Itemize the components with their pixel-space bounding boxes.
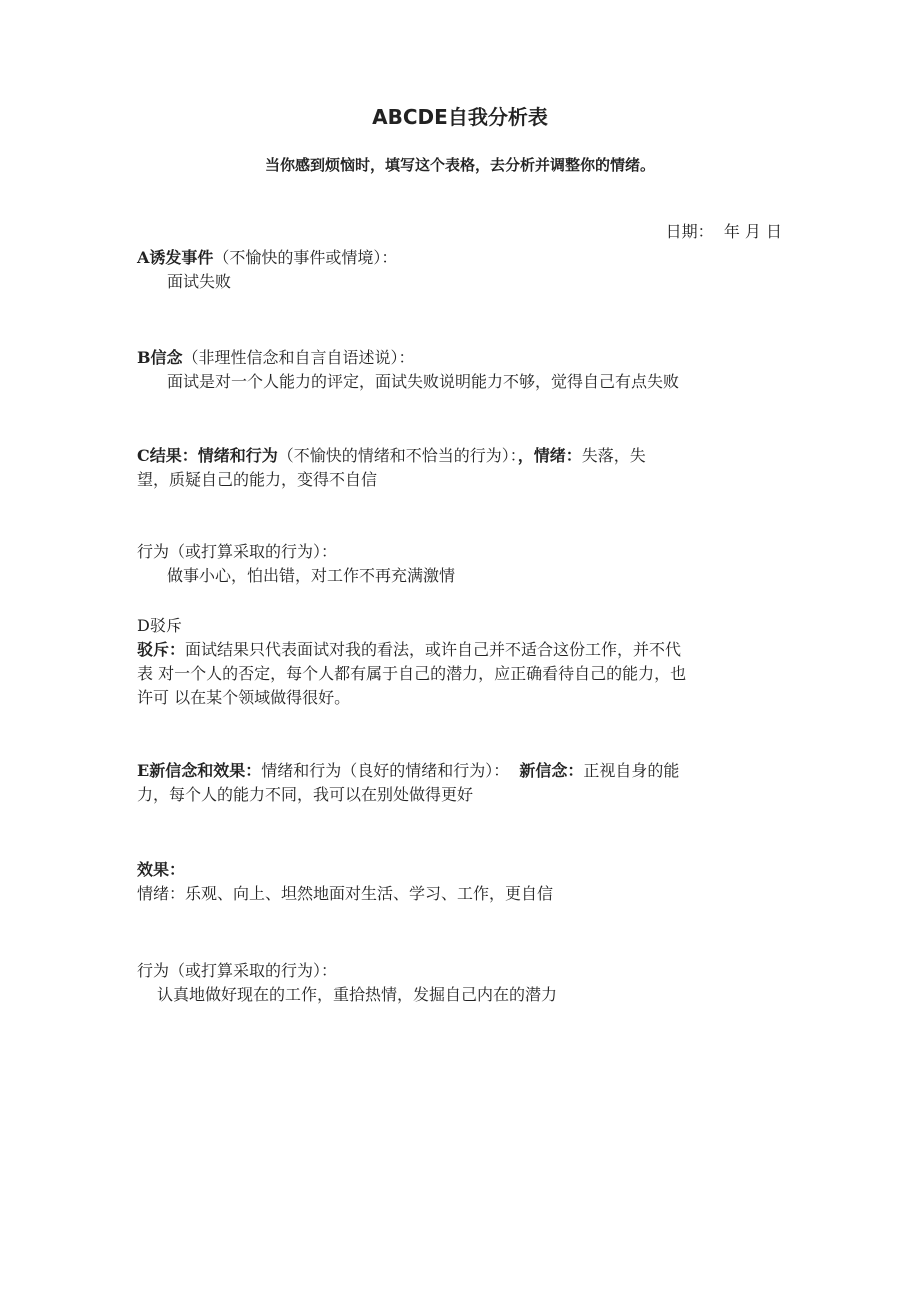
section-c (137, 444, 787, 492)
section-c-heading-line (137, 444, 787, 468)
section-b-content: 面试是对一个人能力的评定，面试失败说明能力不够，觉得自己有点失败 (167, 372, 680, 391)
section-c-emotion-line2: 望，质疑自己的能力，变得不自信 (137, 470, 378, 489)
section-a-content: 面试失败 (167, 272, 232, 291)
section-e-effect (137, 858, 787, 906)
section-e (137, 759, 787, 807)
section-d (137, 614, 787, 710)
section-e-heading: E新信念和效果： (137, 761, 262, 780)
section-b (137, 346, 787, 394)
document-title: ABCDE自我分析表 (372, 105, 548, 129)
section-e-heading-line (137, 759, 787, 783)
section-e-behavior-label: 行为（或打算采取的行为）： (137, 961, 338, 980)
section-d-heading: D驳斥 (137, 616, 182, 635)
section-d-line1-wrap (137, 638, 787, 662)
section-e-effect-emotion: 情绪：乐观、向上、坦然地面对生活、学习、工作，更自信 (137, 884, 554, 903)
section-c-behavior (137, 540, 787, 588)
section-c-behavior-label: 行为（或打算采取的行为）： (137, 542, 338, 561)
section-b-heading: B信念 (137, 348, 183, 367)
section-c-behavior-content: 做事小心，怕出错，对工作不再充满激情 (167, 566, 456, 585)
section-e-line2: 力，每个人的能力不同，我可以在别处做得更好 (137, 785, 474, 804)
section-e-behavior-content: 认真地做好现在的工作，重拾热情，发掘自己内在的潜力 (157, 985, 558, 1004)
section-e-behavior (137, 959, 787, 1007)
document-subtitle: 当你感到烦恼时，填写这个表格，去分析并调整你的情绪。 (264, 156, 655, 174)
date-field: 日期： 年 月 日 (665, 222, 782, 241)
section-c-emotion-label: ，情绪： (517, 446, 582, 465)
section-d-line1: 面试结果只代表面试对我的看法，或许自己并不适合这份工作，并不代 (185, 640, 682, 659)
section-c-emotion-line1: 失落，失 (581, 446, 646, 465)
section-e-effect-label: 效果： (137, 860, 186, 879)
section-a-heading-line (137, 246, 787, 270)
section-e-line1-tail: 正视自身的能 (583, 761, 680, 780)
section-e-note: 情绪和行为（良好的情绪和行为）： (261, 761, 510, 780)
section-a-heading: A诱发事件 (137, 248, 214, 267)
section-c-heading: C结果：情绪和行为 (137, 446, 278, 465)
section-d-line3: 许可 以在某个领域做得很好。 (137, 688, 351, 707)
section-a (137, 246, 787, 294)
section-d-refute-label: 驳斥： (137, 640, 186, 659)
section-b-note: （非理性信念和自言自语述说）： (182, 348, 415, 367)
section-d-line2: 表 对一个人的否定，每个人都有属于自己的潜力，应正确看待自己的能力，也 (137, 664, 687, 683)
section-a-note: （不愉快的事件或情境）： (213, 248, 398, 267)
section-c-note: （不愉快的情绪和不恰当的行为）： (277, 446, 518, 465)
section-b-heading-line (137, 346, 787, 370)
section-e-new-belief-label: 新信念： (519, 761, 584, 780)
